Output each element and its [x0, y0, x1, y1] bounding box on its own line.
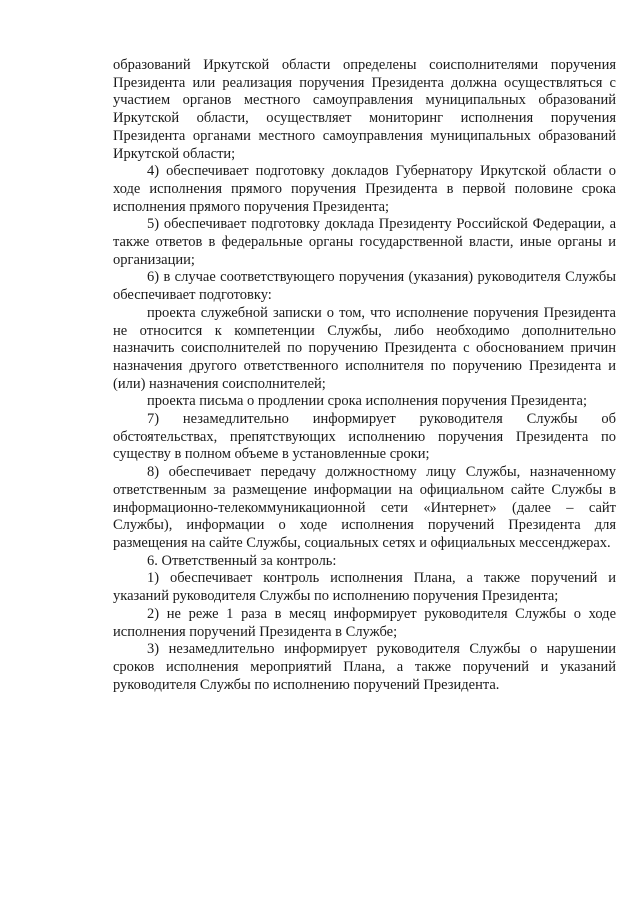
paragraph-control-2: 2) не реже 1 раза в месяц информирует руководителя Службы о ходе исполнения поручений Президента в Службе; — [113, 605, 616, 640]
section-heading-6: 6. Ответственный за контроль: — [147, 552, 337, 569]
paragraph-control-3: 3) незамедлительно информирует руководителя Службы о нарушении сроков исполнения мероприятий Плана, а также поручений и указаний руководителя Службы по исполнению поручений Президента. — [113, 641, 616, 693]
paragraph-extension-letter: проекта письма о продлении срока исполнения поручения Президента; — [147, 393, 587, 410]
paragraph-memo-draft: проекта служебной записки о том, что исполнение поручения Президента не относится к компетенции Службы, либо необходимо дополнительно назначить соисполнителей по поручению Президента с обоснованием причин назначения другого ответственного исполнителя по поручению Президента и (или) назначения соисполнителей; — [113, 304, 616, 392]
paragraph-item-7: 7) незамедлительно информирует руководителя Службы об обстоятельствах, препятствующих исполнению поручения Президента по существу в полном объеме в установленные сроки; — [113, 411, 616, 463]
document-page — [113, 57, 616, 694]
paragraph-continuation: образований Иркутской области определены соисполнителями поручения Президента или реализация поручения Президента должна осуществляться с участием органов местного самоуправления муниципальных образований Иркутской области, осуществляет мониторинг исполнения поручения Президента органами местного самоуправления муниципальных образований Иркутской области; — [113, 57, 616, 162]
paragraph-control-1: 1) обеспечивает контроль исполнения Плана, а также поручений и указаний руководителя Службы по исполнению поручения Президента; — [113, 570, 616, 605]
paragraph-item-4: 4) обеспечивает подготовку докладов Губернатору Иркутской области о ходе исполнения прямого поручения Президента в первой половине срока исполнения прямого поручения Президента; — [113, 163, 616, 215]
paragraph-item-6: 6) в случае соответствующего поручения (указания) руководителя Службы обеспечивает подготовку: — [113, 269, 616, 304]
paragraph-item-5: 5) обеспечивает подготовку доклада Президенту Российской Федерации, а также ответов в федеральные органы государственной власти, иные органы и организации; — [113, 216, 616, 268]
paragraph-item-8: 8) обеспечивает передачу должностному лицу Службы, назначенному ответственным за размещение информации на официальном сайте Службы в информационно-телекоммуникационной сети «Интернет» (далее – сайт Службы), информации о ходе исполнения поручений Президента для размещения на сайте Службы, социальных сетях и официальных мессенджерах. — [113, 464, 616, 551]
